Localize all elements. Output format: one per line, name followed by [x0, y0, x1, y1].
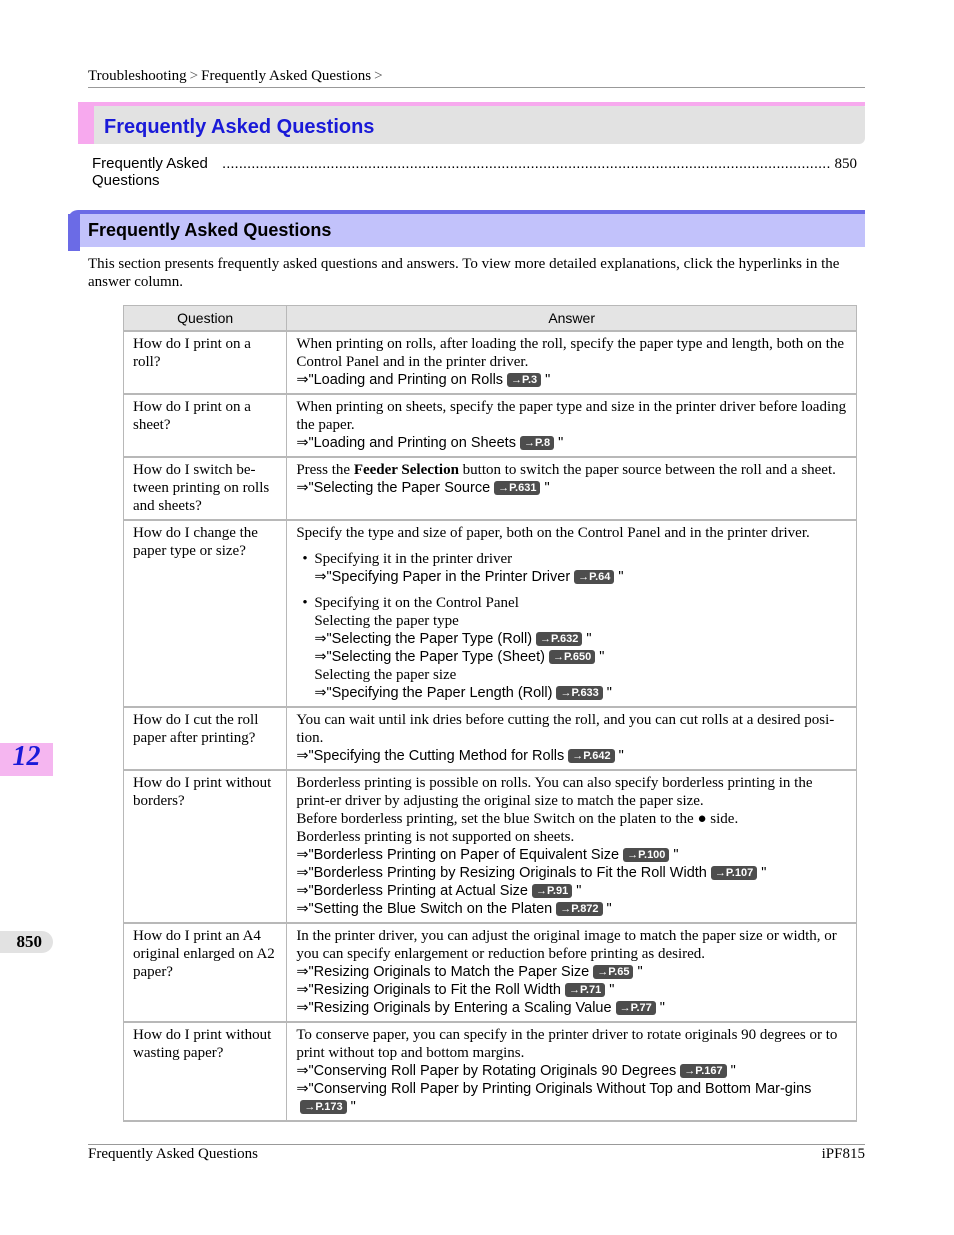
question-cell: How do I switch be-tween printing on rolls and sheets? — [124, 457, 287, 520]
bullet-text: Specifying it on the Control Panel — [314, 595, 519, 611]
link-title[interactable]: ⇒"Conserving Roll Paper by Rotating Originals 90 Degrees — [296, 1063, 677, 1079]
page-reference-badge[interactable]: →P.632 — [536, 632, 582, 646]
cross-reference-link[interactable] — [296, 999, 847, 1017]
page-reference-badge[interactable]: →P.650 — [549, 650, 595, 664]
link-close-quote: " — [618, 569, 624, 585]
link-close-quote: " — [586, 631, 592, 647]
answer-text: Selecting the paper size — [314, 667, 457, 683]
link-close-quote: " — [606, 901, 612, 917]
button-name-emphasis: Feeder Selection — [353, 462, 459, 478]
bullet-icon: • — [302, 595, 308, 611]
link-title[interactable]: ⇒"Selecting the Paper Source — [296, 480, 491, 496]
cross-reference-link[interactable] — [314, 568, 847, 586]
page-reference-badge[interactable]: →P.872 — [556, 902, 602, 916]
page-reference-badge[interactable]: →P.91 — [532, 884, 572, 898]
cross-reference-link[interactable] — [296, 434, 847, 452]
breadcrumb — [88, 66, 865, 88]
link-close-quote: " — [558, 435, 564, 451]
question-cell: How do I print on a roll? — [124, 331, 287, 394]
answer-text-part: Press the — [296, 462, 354, 478]
cross-reference-link[interactable] — [296, 846, 847, 864]
footer-title: Frequently Asked Questions — [88, 1146, 258, 1162]
breadcrumb-separator: > — [189, 68, 199, 84]
table-row — [124, 707, 857, 770]
link-close-quote: " — [659, 1000, 665, 1016]
link-close-quote: " — [637, 964, 643, 980]
table-row — [124, 331, 857, 394]
faq-table — [123, 305, 857, 1122]
link-close-quote: " — [618, 748, 624, 764]
question-cell: How do I cut the roll paper after printing? — [124, 707, 287, 770]
column-header-answer: Answer — [287, 306, 857, 332]
link-close-quote: " — [673, 847, 679, 863]
cross-reference-link[interactable] — [296, 963, 847, 981]
page-reference-badge[interactable]: →P.642 — [568, 749, 614, 763]
footer-divider — [88, 1144, 865, 1145]
column-header-question: Question — [124, 306, 287, 332]
table-row — [124, 770, 857, 923]
link-title[interactable]: ⇒"Resizing Originals to Match the Paper Size — [296, 964, 590, 980]
toc-entry-page: 850 — [834, 156, 857, 172]
cross-reference-link[interactable] — [296, 479, 847, 497]
answer-cell — [287, 394, 857, 457]
link-title[interactable]: ⇒"Conserving Roll Paper by Printing Originals Without Top and Bottom Mar-gins — [296, 1081, 812, 1097]
answer-cell — [287, 1022, 857, 1121]
answer-text — [296, 461, 847, 479]
question-cell: How do I print on a sheet? — [124, 394, 287, 457]
table-row — [124, 457, 857, 520]
breadcrumb-item-faq[interactable]: Frequently Asked Questions — [201, 68, 372, 84]
cross-reference-link[interactable] — [296, 864, 847, 882]
link-title[interactable]: ⇒"Selecting the Paper Type (Roll) — [314, 631, 533, 647]
cross-reference-link[interactable] — [314, 630, 847, 648]
link-title[interactable]: ⇒"Borderless Printing by Resizing Originals to Fit the Roll Width — [296, 865, 707, 881]
page-reference-badge[interactable]: →P.65 — [593, 965, 633, 979]
answer-text: You can wait until ink dries before cutting the roll, and you can cut rolls at a desired posi-tion. — [296, 712, 835, 746]
footer-model: iPF815 — [821, 1146, 865, 1162]
answer-text: When printing on sheets, specify the paper type and size in the printer driver before loading the paper. — [296, 399, 847, 433]
link-title[interactable]: ⇒"Borderless Printing on Paper of Equivalent Size — [296, 847, 620, 863]
cross-reference-link[interactable] — [296, 747, 847, 765]
link-title[interactable]: ⇒"Loading and Printing on Rolls — [296, 372, 504, 388]
table-header-row — [124, 306, 857, 332]
page-reference-badge[interactable]: →P.8 — [520, 436, 554, 450]
breadcrumb-separator: > — [374, 68, 383, 84]
question-cell: How do I print without borders? — [124, 770, 287, 923]
link-close-quote: " — [599, 649, 605, 665]
toc-leader-dots: .................................................................................................................................................. — [222, 155, 831, 172]
link-close-quote: " — [606, 685, 612, 701]
bullet-list-item — [296, 550, 847, 586]
answer-text: Specify the type and size of paper, both on the Control Panel and in the printer driver. — [296, 525, 810, 541]
question-cell: How do I change the paper type or size? — [124, 520, 287, 707]
bullet-list-item — [296, 594, 847, 702]
answer-text-part: button to switch the paper source between the roll and a sheet. — [458, 462, 836, 478]
toc-entry[interactable] — [92, 155, 857, 189]
answer-cell — [287, 770, 857, 923]
link-title[interactable]: ⇒"Borderless Printing at Actual Size — [296, 883, 528, 899]
table-row — [124, 1022, 857, 1121]
link-close-quote: " — [545, 372, 551, 388]
link-title[interactable]: ⇒"Setting the Blue Switch on the Platen — [296, 901, 553, 917]
answer-text: Borderless printing is possible on rolls. You can also specify borderless printing in the print-er driver by adjusting the original size to match the paper size. — [296, 775, 813, 809]
answer-text: Selecting the paper type — [314, 613, 459, 629]
answer-text: To conserve paper, you can specify in the printer driver to rotate originals 90 degrees or to print without top and bottom margins. — [296, 1027, 838, 1061]
cross-reference-link[interactable] — [296, 371, 847, 389]
page-reference-badge[interactable]: →P.77 — [616, 1001, 656, 1015]
intro-paragraph: This section presents frequently asked questions and answers. To view more detailed explanations, click the hyperlinks in the answer column. — [88, 256, 840, 290]
cross-reference-link[interactable] — [296, 1062, 847, 1080]
answer-cell — [287, 707, 857, 770]
answer-text: Before borderless printing, set the blue Switch on the platen to the ● side. — [296, 811, 739, 827]
link-close-quote: " — [350, 1099, 356, 1115]
page-reference-badge[interactable]: →P.173 — [300, 1100, 346, 1114]
answer-cell — [287, 520, 857, 707]
cross-reference-link[interactable] — [314, 648, 847, 666]
answer-cell — [287, 331, 857, 394]
answer-text: When printing on rolls, after loading the roll, specify the paper type and length, both on the Control Panel and in the printer driver. — [296, 336, 845, 370]
link-close-quote: " — [761, 865, 767, 881]
question-cell: How do I print an A4 original enlarged on A2 paper? — [124, 923, 287, 1022]
chapter-number: 12 — [12, 741, 41, 772]
page-reference-badge[interactable]: →P.100 — [623, 848, 669, 862]
page-number: 850 — [16, 932, 42, 951]
cross-reference-link[interactable] — [296, 900, 847, 918]
link-close-quote: " — [609, 982, 615, 998]
bullet-icon: • — [302, 551, 308, 567]
answer-text: In the printer driver, you can adjust the original image to match the paper size or width, or you can specify enlargement or reduction before printing as desired. — [296, 928, 837, 962]
link-title[interactable]: ⇒"Loading and Printing on Sheets — [296, 435, 516, 451]
table-row — [124, 394, 857, 457]
page-reference-badge[interactable]: →P.107 — [711, 866, 757, 880]
link-title[interactable]: ⇒"Resizing Originals to Fit the Roll Width — [296, 982, 562, 998]
answer-text: Borderless printing is not supported on sheets. — [296, 829, 575, 845]
chapter-title: Frequently Asked Questions — [104, 116, 375, 138]
toc-entry-label[interactable]: Frequently Asked Questions — [92, 155, 208, 189]
page-reference-badge[interactable]: →P.71 — [565, 983, 605, 997]
link-title[interactable]: ⇒"Selecting the Paper Type (Sheet) — [314, 649, 545, 665]
answer-cell — [287, 923, 857, 1022]
page-reference-badge[interactable]: →P.64 — [574, 570, 614, 584]
breadcrumb-item-troubleshooting[interactable]: Troubleshooting — [88, 68, 187, 84]
page-reference-badge[interactable]: →P.3 — [507, 373, 541, 387]
link-title[interactable]: ⇒"Specifying the Cutting Method for Rolls — [296, 748, 565, 764]
page-reference-badge[interactable]: →P.633 — [556, 686, 602, 700]
link-title[interactable]: ⇒"Specifying Paper in the Printer Driver — [314, 569, 571, 585]
table-row — [124, 520, 857, 707]
link-title[interactable]: ⇒"Resizing Originals by Entering a Scaling Value — [296, 1000, 612, 1016]
link-title[interactable]: ⇒"Specifying the Paper Length (Roll) — [314, 685, 553, 701]
page-reference-badge[interactable]: →P.167 — [680, 1064, 726, 1078]
cross-reference-link[interactable] — [296, 882, 847, 900]
section-title: Frequently Asked Questions — [88, 220, 332, 240]
question-cell: How do I print without wasting paper? — [124, 1022, 287, 1121]
page-reference-badge[interactable]: →P.631 — [494, 481, 540, 495]
cross-reference-link[interactable] — [296, 981, 847, 999]
answer-cell — [287, 457, 857, 520]
table-row — [124, 923, 857, 1022]
cross-reference-link[interactable] — [296, 1080, 847, 1116]
bullet-text: Specifying it in the printer driver — [314, 551, 513, 567]
link-close-quote: " — [576, 883, 582, 899]
link-close-quote: " — [730, 1063, 736, 1079]
cross-reference-link[interactable] — [314, 684, 847, 702]
link-close-quote: " — [544, 480, 550, 496]
